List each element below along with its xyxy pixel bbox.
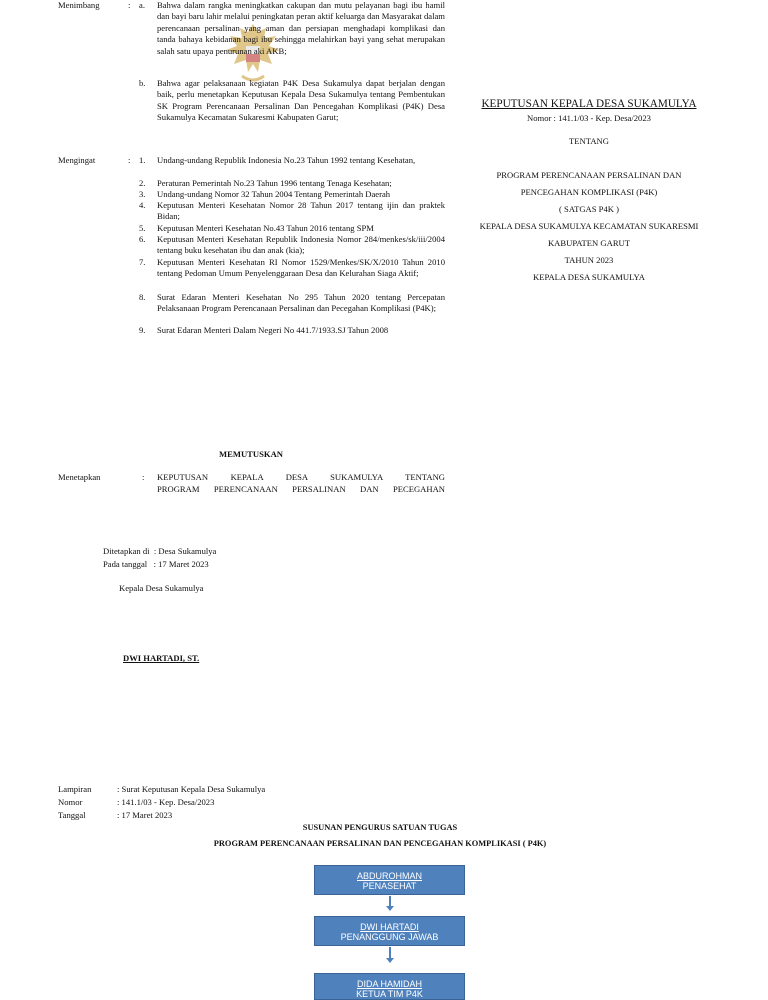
org-box-ketua-tim	[314, 973, 465, 1000]
menetapkan-colon: :	[142, 472, 145, 482]
org-box-name: ABDUROHMAN	[356, 871, 422, 881]
menimbang-colon: :	[128, 0, 131, 10]
arrow-down-icon	[386, 906, 394, 911]
item-number: 1.	[139, 155, 146, 165]
decree-number: Nomor : 141.1/03 - Kep. Desa/2023	[527, 113, 651, 123]
org-chart-title: SUSUNAN PENGURUS SATUAN TUGAS	[302, 823, 458, 832]
signer-position: Kepala Desa Sukamulya	[119, 583, 204, 593]
item-text: Bahwa agar pelaksanaan kegiatan P4K Desa Sukamulya dapat berjalan dengan baik, perlu menetapkan Keputusan Kepala Desa Sukamulya tentang Pembentukan SK Program Perencanaan Persalinan Dan Pencegahan Komplikasi (P4K) Desa Sukamulya Kecamatan Sukaresmi Kabupaten Garut;	[157, 78, 445, 123]
item-text: Surat Edaran Menteri Kesehatan No 295 Tahun 2020 tentang Percepatan Pelaksanaan Program Perencanaan Persalinan dan Pecegahan Komplikasi (P4K);	[157, 292, 445, 314]
item-number: 5.	[139, 223, 146, 233]
item-number: 4.	[139, 200, 146, 210]
menetapkan-text-line: PROGRAM PERENCANAAN PERSALINAN DAN PECEGAHAN	[157, 484, 445, 494]
org-box-role: PENASEHAT	[362, 881, 417, 891]
menetapkan-label: Menetapkan	[58, 472, 101, 482]
menimbang-label: Menimbang	[58, 0, 100, 10]
org-box-name: DIDA HAMIDAH	[356, 979, 422, 989]
item-number: 6.	[139, 234, 146, 244]
item-text: Surat Edaran Menteri Dalam Negeri No 441.7/1933.SJ Tahun 2008	[157, 325, 389, 335]
arrow-down-icon	[386, 958, 394, 963]
memutuskan-heading: MEMUTUSKAN	[219, 449, 283, 459]
org-connector-line	[389, 947, 391, 958]
item-text: Keputusan Menteri Kesehatan RI Nomor 1529/Menkes/SK/X/2010 Tahun 2010 tentang Pedoman Umum Penyelenggaraan Desa dan Kelurahan Siaga Aktif;	[157, 257, 445, 279]
org-box-penanggung-jawab	[314, 916, 465, 946]
tanggal-label: Tanggal	[58, 810, 86, 820]
tanggal-value: : 17 Maret 2023	[117, 810, 173, 820]
item-number: 3.	[139, 189, 146, 199]
ditetapkan-di: Ditetapkan di : Desa Sukamulya	[103, 546, 217, 556]
org-box-name: DWI HARTADI	[360, 922, 419, 932]
decree-subject-line: ( SATGAS P4K )	[559, 204, 619, 214]
mengingat-colon: :	[128, 155, 131, 165]
item-text: Undang-undang Nomor 32 Tahun 2004 Tentang Pemerintah Daerah	[157, 189, 391, 199]
menetapkan-text-line: KEPUTUSAN KEPALA DESA SUKAMULYA TENTANG	[157, 472, 445, 482]
decree-title: KEPUTUSAN KEPALA DESA SUKAMULYA	[481, 98, 697, 110]
item-text: Keputusan Menteri Kesehatan Republik Indonesia Nomor 284/menkes/sk/iii/2004 tentang buku kesehatan ibu dan anak (kia);	[157, 234, 445, 256]
nomor-value: : 141.1/03 - Kep. Desa/2023	[117, 797, 215, 807]
item-text: Keputusan Menteri Kesehatan Nomor 28 Tahun 2017 tentang ijin dan praktek Bidan;	[157, 200, 445, 222]
lampiran-value: : Surat Keputusan Kepala Desa Sukamulya	[117, 784, 266, 794]
org-box-role: KETUA TIM P4K	[356, 989, 423, 999]
decree-subject-line: KABUPATEN GARUT	[547, 238, 631, 248]
item-text: Bahwa dalam rangka meningkatkan cakupan dan mutu pelayanan bagi ibu hamil dan bayi baru lahir melalui peningkatan peran aktif keluarga dan Masyarakat dalam perencanaan persalinan yang aman dan persiapan menghadapi komplikasi dan tanda bahaya kebidanan bagi ibu sehingga melahirkan bayi yang sehat merupakan salah satu upaya penurunan aki AKB;	[157, 0, 445, 56]
item-number: b.	[139, 78, 146, 88]
item-number: 8.	[139, 292, 146, 302]
org-box-penasehat	[314, 865, 465, 895]
item-text: Peraturan Pemerintah No.23 Tahun 1996 tentang Tenaga Kesehatan;	[157, 178, 392, 188]
item-number: 9.	[139, 325, 146, 335]
org-connector-line	[389, 896, 391, 906]
decree-subject-line: KEPALA DESA SUKAMULYA	[533, 272, 645, 282]
mengingat-label: Mengingat	[58, 155, 96, 165]
decree-subject-line: TAHUN 2023	[564, 255, 614, 265]
item-number: 2.	[139, 178, 146, 188]
org-chart-subtitle: PROGRAM PERENCANAAN PERSALINAN DAN PENCEGAHAN KOMPLIKASI ( P4K)	[213, 839, 547, 848]
lampiran-label: Lampiran	[58, 784, 92, 794]
decree-subject-line: KEPALA DESA SUKAMULYA KECAMATAN SUKARESMI	[479, 221, 699, 231]
item-number: a.	[139, 0, 145, 10]
decree-subject-line: PENCEGAHAN KOMPLIKASI (P4K)	[520, 187, 658, 197]
org-box-role: PENANGGUNG JAWAB	[340, 932, 439, 942]
nomor-label: Nomor	[58, 797, 83, 807]
item-text: Keputusan Menteri Kesehatan No.43 Tahun 2016 tentang SPM	[157, 223, 374, 233]
item-text: Undang-undang Republik Indonesia No.23 Tahun 1992 tentang Kesehatan,	[157, 155, 416, 165]
signer-name: DWI HARTADI, ST.	[123, 653, 200, 663]
pada-tanggal: Pada tanggal : 17 Maret 2023	[103, 559, 209, 569]
decree-subject-line: PROGRAM PERENCANAAN PERSALINAN DAN	[496, 170, 682, 180]
decree-tentang: TENTANG	[569, 136, 609, 146]
item-number: 7.	[139, 257, 146, 267]
